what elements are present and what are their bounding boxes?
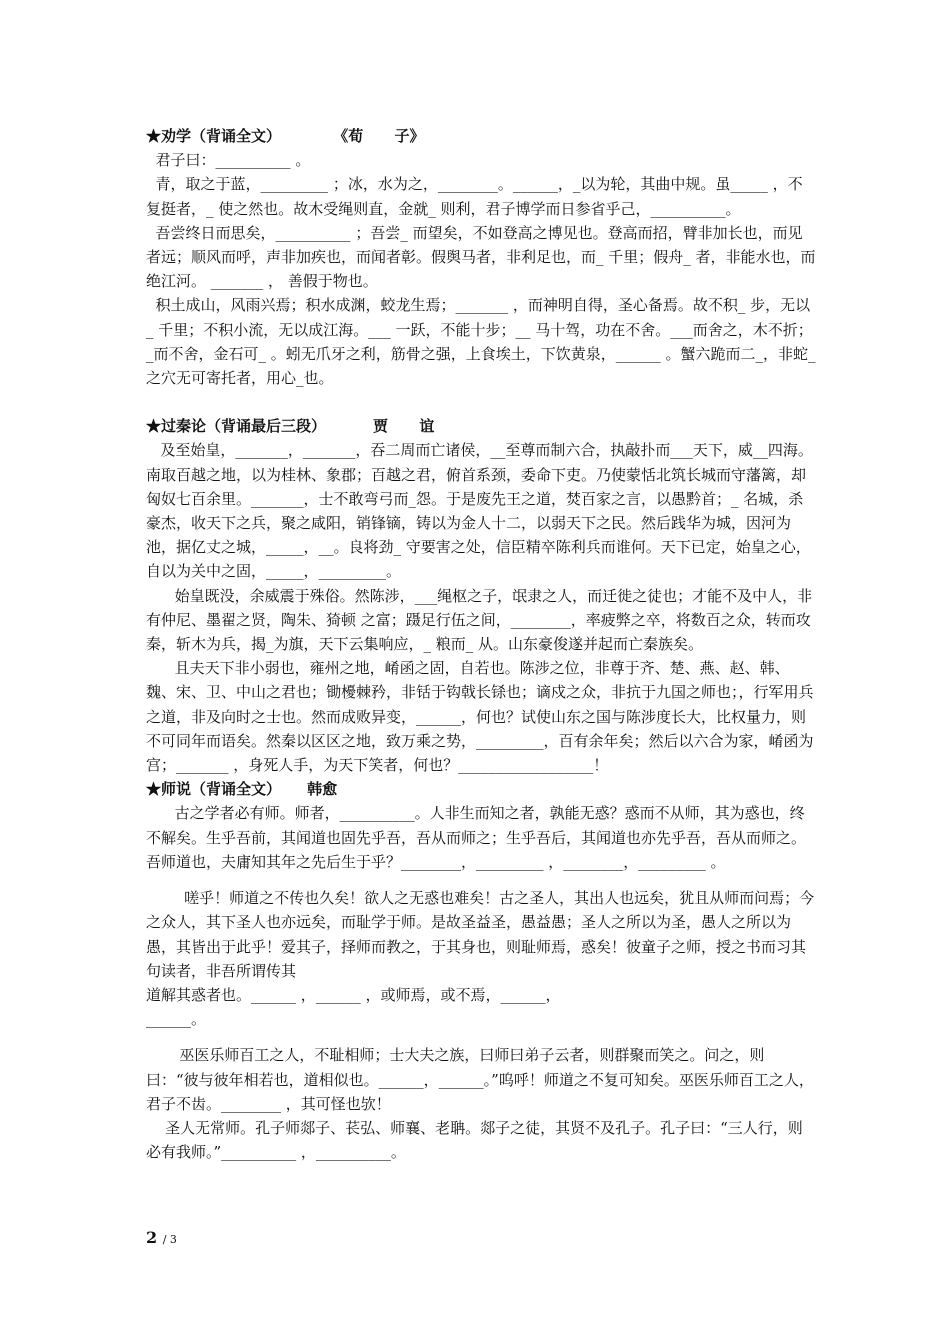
paragraph: 积土成山，风雨兴焉；积水成渊，蛟龙生焉；_______ ，而神明自得，圣心备焉。故不积_ 步，无以_ 千里；不积小流，无以成江海。___ 一跃，不能十步；__ 马十驾，功在不舍。___而舍之，木不折；_而不舍，金石可_ 。蚓无爪牙之利，筋骨之强，上食埃土，下饮黄泉，______ 。蟹六跪而二_，非蛇_ 之穴无可寄托者，用心_也。 — [146, 296, 821, 388]
paragraph: 古之学者必有师。师者，__________。人非生而知之者，孰能无惑？惑而不从师，其为惑也，终不解矣。生乎吾前，其闻道也固先乎吾，吾从而师之；生乎吾后，其闻道也亦先乎吾，吾从而师之。吾师道也，夫庸知其年之先后生于乎？________，_________ ，________，_________ 。 — [146, 804, 807, 871]
page-number — [146, 1228, 177, 1247]
page-number-current: 2 — [146, 1228, 158, 1247]
paragraph: 吾尝终日而思矣，__________ ；吾尝_ 而望矣，不如登高之博见也。登高而招，臂非加长也，而见者远；顺风而呼，声非加疾也，而闻者彰。假舆马者，非利足也，而_ 千里；假舟_ 者，非能水也，而绝江河。 _______ ， 善假于物也。 — [146, 223, 816, 291]
section-heading: ★劝学（背诵全文） 《荀 子》 — [146, 127, 425, 145]
paragraph: 及至始皇，_______，_______，吞二周而亡诸侯，__至尊而制六合，执敲扑而___天下，威__四海。南取百越之地，以为桂林、象郡；百越之君，俯首系颈，委命下吏。乃使蒙恬北筑长城而守藩篱，却匈奴七百余里。_______，士不敢弯弓而_怨。于是废先王之道，焚百家之言，以愚黔首；_ 名城，杀豪杰，收天下之兵，聚之咸阳，销锋镝，铸以为金人十二，以弱天下之民。然后践华为城，因河为池，据亿丈之城，_____，__。良将劲_ 守要害之处，信臣精卒陈利兵而谁何。天下已定，始皇之心，自以为关中之固，_____，_________。 — [146, 441, 813, 581]
paragraph: 巫医乐师百工之人，不耻相师；士大夫之族，曰师曰弟子云者，则群聚而笑之。问之，则曰：“彼与彼年相若也，道相似也。______，______。”呜呼！师道之不复可知矣。巫医乐师百工之人，君子不齿。________ ，其可怪也欤！ — [146, 1046, 814, 1113]
document-body — [146, 124, 821, 1164]
section-heading: ★师说（背诵全文） 韩愈 — [146, 780, 338, 799]
section-guoqinlun — [146, 414, 816, 777]
paragraph: 嗟乎！师道之不传也久矣！欲人之无惑也难矣！古之圣人，其出人也远矣，犹且从师而问焉；今之众人，其下圣人也亦远矣，而耻学于师。是故圣益圣，愚益愚；圣人之所以为圣，愚人之所以为愚，其皆出于此乎！爱其子，择师而教之，于其身也，则耻师焉，惑矣！彼童子之师，授之书而习其句读者，非吾所谓传其 道解其惑者也。______ ，______ ，或师焉，或不焉，______， ______。 — [146, 889, 815, 1029]
paragraph: 且夫天下非小弱也，雍州之地，崤函之固，自若也。陈涉之位，非尊于齐、楚、燕、赵、韩、魏、宋、卫、中山之君也；锄櫌棘矜，非铦于钩戟长铩也；谪戍之众，非抗于九国之师也；，行军用兵之道，非及向时之士也。然而成败异变，______，何也？试使山东之国与陈涉度长大，比权量力，则不可同年而语矣。然秦以区区之地，致万乘之势，_________，百有余年矣；然后以六合为家，崤函为宫；_______ ，身死人手，为天下笑者，何也？__________________！ — [146, 659, 814, 775]
section-heading: ★过秦论（背诵最后三段） 贾 谊 — [146, 417, 435, 436]
paragraph: 圣人无常师。孔子师郯子、苌弘、师襄、老聃。郯子之徒，其贤不及孔子。孔子曰：“三人行，则必有我师。”__________ ，__________。 — [146, 1118, 803, 1162]
paragraph: 君子曰：__________ 。 — [146, 151, 311, 170]
section-quanxue — [146, 124, 821, 390]
page-number-total: / 3 — [162, 1233, 177, 1246]
paragraph: 始皇既没，余威震于殊俗。然陈涉，___绳枢之子，氓隶之人，而迁徙之徒也；才能不及中人，非有仲尼、墨翟之贤，陶朱、猗顿 之富；蹑足行伍之间，________，率疲弊之卒，将数百之众，转而攻秦，斩木为兵，揭_为旗，天下云集响应，_ 粮而_ 从。山东豪俊遂并起而亡秦族矣。 — [146, 586, 813, 654]
section-shishuo — [146, 777, 816, 1164]
paragraph: 青，取之于蓝，_________ ；冰，水为之，________。______，_以为轮，其曲中规。虽_____ ，不复挺者，_ 使之然也。故木受绳则直，金就_ 则利，君子博学而日参省乎己，__________。 — [146, 175, 803, 218]
